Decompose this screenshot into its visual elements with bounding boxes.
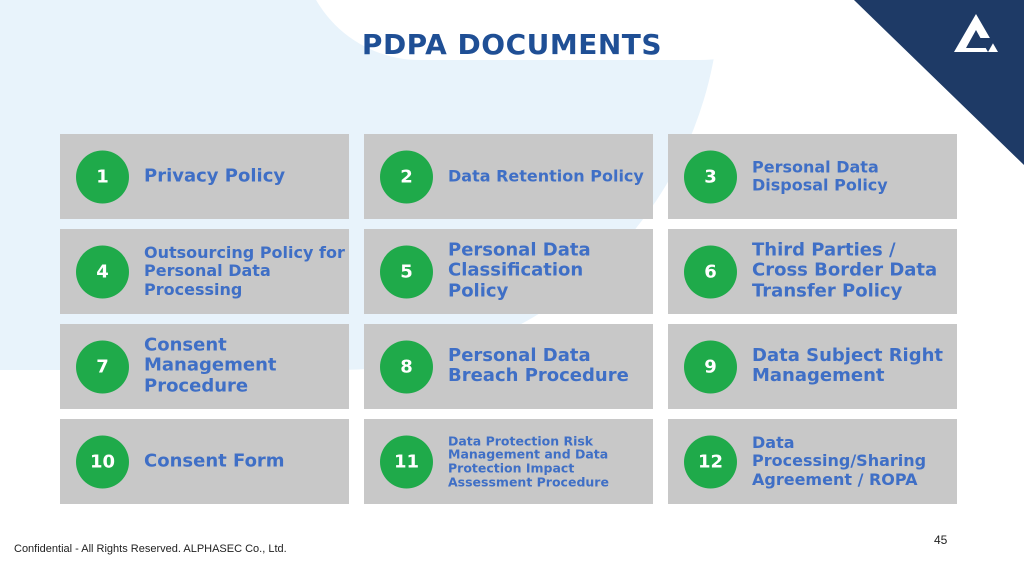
document-label: Data Subject Right Management: [752, 344, 944, 387]
document-label: Consent Management Procedure: [144, 334, 277, 397]
documents-grid: [60, 134, 957, 504]
document-card-9: [668, 324, 957, 409]
document-card-10: [60, 419, 349, 504]
document-label: Personal Data Disposal Policy: [752, 156, 888, 195]
number-badge: 3: [684, 150, 737, 203]
number-badge: 1: [76, 150, 129, 203]
document-label: Personal Data Classification Policy: [448, 239, 591, 302]
number-badge: 9: [684, 340, 737, 393]
document-card-3: [668, 134, 957, 219]
number-badge: 8: [380, 340, 433, 393]
page-number: 45: [934, 533, 948, 547]
document-card-8: [364, 324, 653, 409]
number-badge: 5: [380, 245, 433, 298]
document-label: Data Retention Policy: [448, 166, 644, 186]
document-label: Privacy Policy: [144, 165, 286, 187]
number-badge: 7: [76, 340, 129, 393]
document-label: Data Processing/Sharing Agreement / ROPA: [752, 432, 927, 489]
number-badge: 11: [380, 435, 433, 488]
document-card-4: [60, 229, 349, 314]
document-card-7: [60, 324, 349, 409]
document-card-1: [60, 134, 349, 219]
number-badge: 12: [684, 435, 737, 488]
number-badge: 6: [684, 245, 737, 298]
document-card-12: [668, 419, 957, 504]
document-label: Consent Form: [144, 450, 285, 472]
footer-text: Confidential - All Rights Reserved. ALPHASEC Co., Ltd.: [14, 543, 287, 555]
document-label: Outsourcing Policy for Personal Data Processing: [144, 242, 345, 299]
document-card-11: [364, 419, 653, 504]
document-card-5: [364, 229, 653, 314]
document-label: Personal Data Breach Procedure: [448, 344, 629, 387]
document-card-6: [668, 229, 957, 314]
page-title: PDPA DOCUMENTS: [361, 28, 663, 61]
document-card-2: [364, 134, 653, 219]
document-label: Third Parties / Cross Border Data Transfer Policy: [752, 239, 938, 302]
number-badge: 4: [76, 245, 129, 298]
number-badge: 2: [380, 150, 433, 203]
number-badge: 10: [76, 435, 129, 488]
document-label: Data Protection Risk Management and Data Protection Impact Assessment Procedure: [448, 433, 609, 490]
